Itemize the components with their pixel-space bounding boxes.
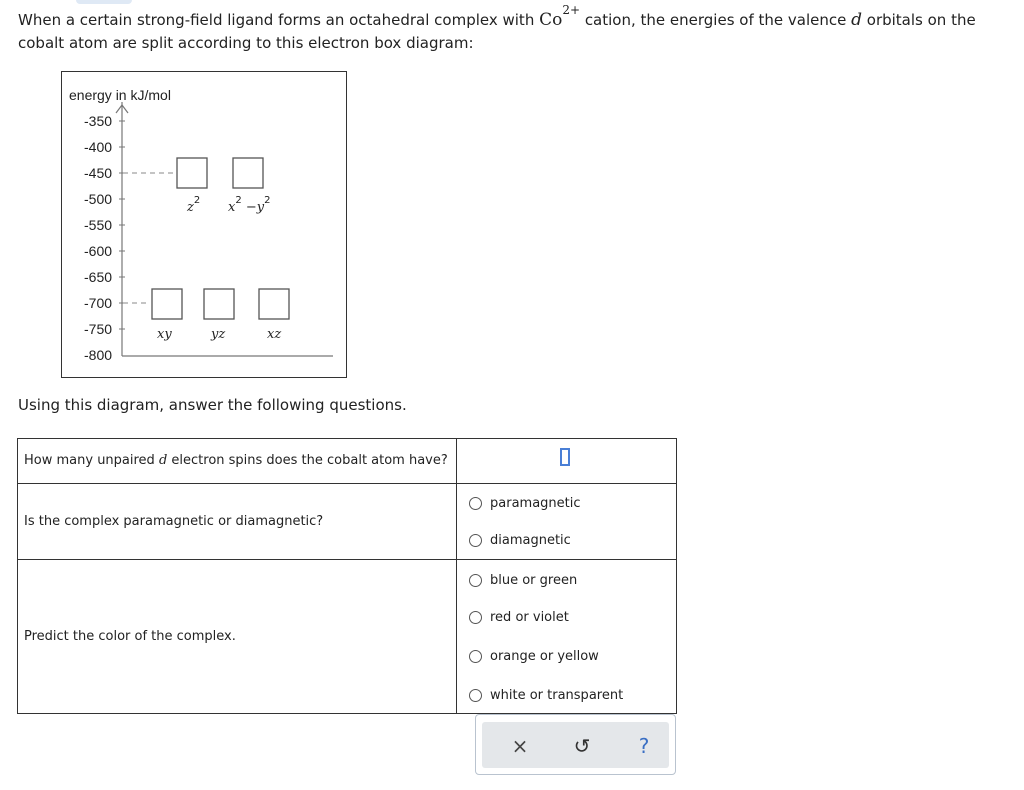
question-unpaired-spins: How many unpaired d electron spins does the cobalt atom have? [18,439,457,483]
intro-text [18,3,1013,55]
close-icon: × [511,734,529,758]
radio-button[interactable] [469,611,482,624]
undo-icon: ↺ [573,734,591,758]
question-row-color [18,560,676,714]
tick-label: -650 [84,269,113,285]
clear-button[interactable] [506,734,534,758]
d-letter: d [851,10,862,30]
radio-button[interactable] [469,497,482,510]
answer-cell-magnetism [457,484,676,559]
orbital-label-xy: xy [157,327,172,342]
cobalt-ion [539,3,581,30]
option-paramagnetic[interactable]: paramagnetic [469,493,581,513]
diagram-axis-title: energy in kJ/mol [69,87,171,103]
ion-symbol: Co [539,10,563,30]
answer-cell-unpaired [457,439,676,483]
orbital-box-x2-y2[interactable] [233,158,263,188]
question-row-unpaired [18,439,676,484]
answer-cell-color [457,560,676,714]
help-button[interactable] [630,734,658,758]
tick-label: -700 [84,295,113,311]
tick-label: -400 [84,139,113,155]
option-diamagnetic[interactable]: diamagnetic [469,530,571,550]
top-tab-indicator [76,0,132,4]
tick-label: -550 [84,217,113,233]
tick-label: -500 [84,191,113,207]
orbital-box-yz[interactable] [204,289,234,319]
answer-toolbar [475,714,676,775]
orbital-box-z2[interactable] [177,158,207,188]
radio-button[interactable] [469,534,482,547]
option-red-or-violet[interactable]: red or violet [469,607,569,627]
question-color: Predict the color of the complex. [18,560,457,714]
intro-part2: cation, the energies of the valence [580,11,852,29]
intro-part3: orbitals on the cobalt atom are split according to this electron box diagram: [18,11,976,52]
instructions-text: Using this diagram, answer the following questions. [18,396,407,414]
orbital-box-xz[interactable] [259,289,289,319]
question-magnetism: Is the complex paramagnetic or diamagnetic? [18,484,457,559]
option-white-or-transparent[interactable]: white or transparent [469,685,623,705]
radio-button[interactable] [469,689,482,702]
help-icon: ? [638,734,650,758]
question-table [17,438,677,714]
question-row-magnetism [18,484,676,560]
orbital-label-yz: yz [211,327,226,342]
radio-button[interactable] [469,650,482,663]
orbital-label-x2-y2: $x^2 -y^2$ [228,195,271,215]
electron-box-diagram [61,71,347,378]
intro-part1: When a certain strong-field ligand forms an octahedral complex with [18,11,540,29]
option-orange-or-yellow[interactable]: orange or yellow [469,646,599,666]
ion-charge: 2+ [562,3,581,18]
tick-label: -600 [84,243,113,259]
option-blue-or-green[interactable]: blue or green [469,570,577,590]
radio-button[interactable] [469,574,482,587]
tick-label: -350 [84,113,113,129]
tick-label: -450 [84,165,113,181]
undo-button[interactable] [568,734,596,758]
tick-label: -800 [84,347,113,363]
orbital-label-z2: $z^2$ [187,195,201,215]
orbital-box-xy[interactable] [152,289,182,319]
orbital-label-xz: xz [267,327,282,342]
toolbar-button-group [482,722,669,768]
tick-label: -750 [84,321,113,337]
unpaired-spins-input[interactable] [560,448,570,466]
